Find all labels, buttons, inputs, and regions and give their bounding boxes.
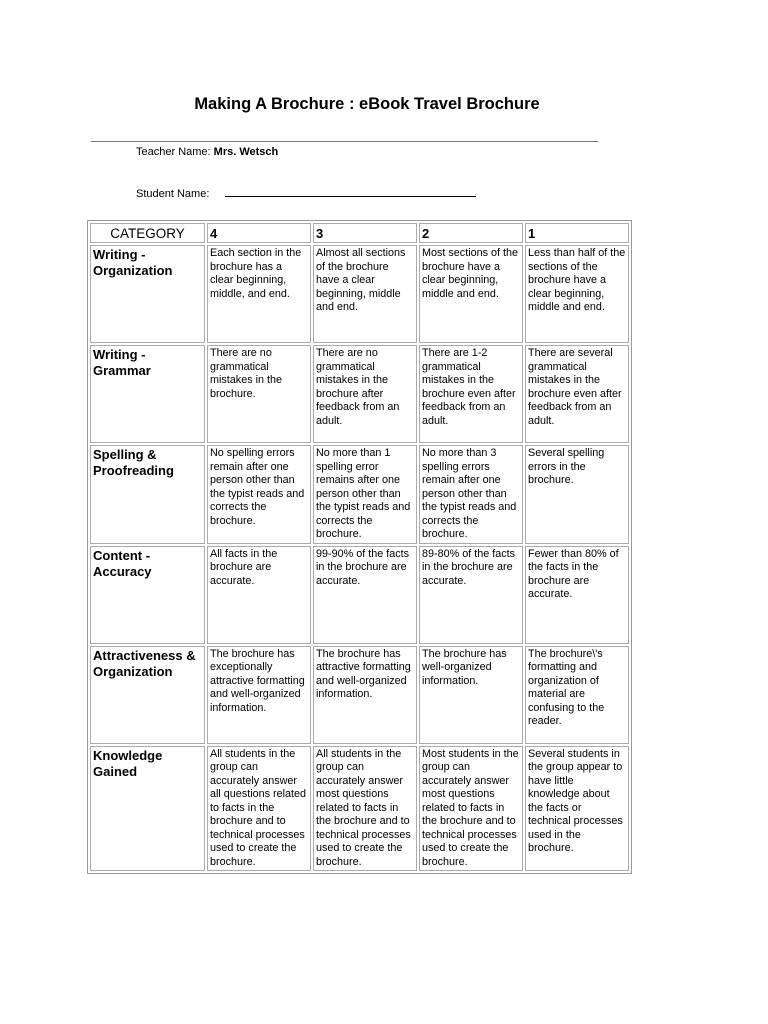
- table-cell: All students in the group can accurately answer most questions related to facts in the brochure and to technical processes used to create the brochure.: [313, 746, 417, 872]
- table-cell: The brochure has exceptionally attractive formatting and well-organized information.: [207, 646, 311, 744]
- table-row: [90, 546, 629, 644]
- table-cell: There are no grammatical mistakes in the brochure.: [207, 345, 311, 443]
- table-cell: No more than 3 spelling errors remain after one person other than the typist reads and corrects the brochure.: [419, 445, 523, 544]
- header-divider: [91, 141, 598, 142]
- student-name-line: [136, 186, 476, 200]
- row-category: Spelling & Proofreading: [90, 445, 205, 544]
- header-category: CATEGORY: [90, 223, 205, 243]
- teacher-name-line: [136, 146, 278, 158]
- table-cell: There are 1-2 grammatical mistakes in the brochure even after feedback from an adult.: [419, 345, 523, 443]
- table-cell: Each section in the brochure has a clear beginning, middle, and end.: [207, 245, 311, 343]
- table-row: [90, 345, 629, 443]
- table-cell: All students in the group can accurately answer all questions related to facts in the brochure and to technical processes used to create the brochure.: [207, 746, 311, 872]
- teacher-name: Mrs. Wetsch: [213, 146, 279, 158]
- table-cell: There are no grammatical mistakes in the brochure after feedback from an adult.: [313, 345, 417, 443]
- header-score-1: 1: [525, 223, 629, 243]
- row-category: Knowledge Gained: [90, 746, 205, 872]
- table-cell: 99-90% of the facts in the brochure are accurate.: [313, 546, 417, 644]
- header-score-3: 3: [313, 223, 417, 243]
- header-score-2: 2: [419, 223, 523, 243]
- table-cell: All facts in the brochure are accurate.: [207, 546, 311, 644]
- header-score-4: 4: [207, 223, 311, 243]
- table-cell: Less than half of the sections of the brochure have a clear beginning, middle and end.: [525, 245, 629, 343]
- table-cell: Most sections of the brochure have a clear beginning, middle and end.: [419, 245, 523, 343]
- table-cell: Several spelling errors in the brochure.: [525, 445, 629, 544]
- row-category: Writing - Grammar: [90, 345, 205, 443]
- student-name-blank: [225, 186, 476, 197]
- document-title: Making A Brochure : eBook Travel Brochure: [194, 95, 540, 113]
- table-cell: Most students in the group can accurately answer most questions related to facts in the brochure and to technical processes used to create the brochure.: [419, 746, 523, 872]
- table-cell: There are several grammatical mistakes in the brochure even after feedback from an adult.: [525, 345, 629, 443]
- table-cell: 89-80% of the facts in the brochure are accurate.: [419, 546, 523, 644]
- table-row: [90, 746, 629, 872]
- table-cell: The brochure has well-organized information.: [419, 646, 523, 744]
- table-cell: No more than 1 spelling error remains after one person other than the typist reads and corrects the brochure.: [313, 445, 417, 544]
- row-category: Attractiveness & Organization: [90, 646, 205, 744]
- table-row: [90, 445, 629, 544]
- row-category: Content - Accuracy: [90, 546, 205, 644]
- student-label: Student Name:: [136, 188, 210, 200]
- table-cell: Several students in the group appear to have little knowledge about the facts or technical processes used in the brochure.: [525, 746, 629, 872]
- table-cell: No spelling errors remain after one person other than the typist reads and corrects the brochure.: [207, 445, 311, 544]
- teacher-label: Teacher Name:: [136, 146, 211, 158]
- table-cell: Fewer than 80% of the facts in the brochure are accurate.: [525, 546, 629, 644]
- table-cell: Almost all sections of the brochure have a clear beginning, middle and end.: [313, 245, 417, 343]
- table-cell: The brochure has attractive formatting and well-organized information.: [313, 646, 417, 744]
- table-row: [90, 646, 629, 744]
- table-row: [90, 245, 629, 343]
- row-category: Writing - Organization: [90, 245, 205, 343]
- rubric-table: [87, 220, 632, 874]
- table-cell: The brochure\'s formatting and organization of material are confusing to the reader.: [525, 646, 629, 744]
